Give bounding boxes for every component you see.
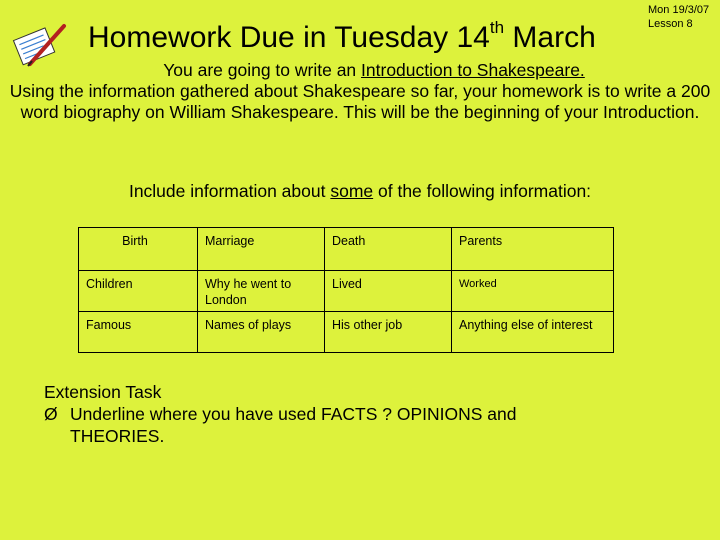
include-instructions: Include information about some of the following information:: [128, 181, 592, 201]
table-row: [79, 271, 614, 312]
table-row: [79, 228, 614, 271]
intro-line: You are going to write an Introduction to Shakespeare.: [163, 60, 585, 80]
table-cell: Parents: [452, 228, 614, 271]
table-cell: Children: [79, 271, 198, 312]
table-cell: His other job: [325, 312, 452, 353]
include-underlined-word: some: [330, 181, 374, 201]
table-cell: Why he went to London: [198, 271, 325, 312]
intro-paragraph: Using the information gathered about Shakespeare so far, your homework is to write a 200 word biography on William Shakespeare. This will be the beginning of your Introduction.: [9, 81, 711, 122]
table-cell: Birth: [79, 228, 198, 271]
table-cell: Lived: [325, 271, 452, 312]
table-cell: Death: [325, 228, 452, 271]
intro-underlined-topic: Introduction to Shakespeare.: [361, 60, 585, 80]
table-cell: Worked: [452, 271, 614, 312]
date-lesson-label: [648, 3, 709, 31]
extension-heading: Extension Task: [44, 382, 162, 402]
table-cell: Famous: [79, 312, 198, 353]
date-text: Mon 19/3/07: [648, 4, 710, 16]
information-table: [78, 227, 614, 353]
table-cell: Anything else of interest: [452, 312, 614, 353]
intro-text: [0, 60, 720, 123]
extension-bullet: [44, 403, 610, 447]
table-row: [79, 312, 614, 353]
table-cell: Marriage: [198, 228, 325, 271]
extension-task: [44, 381, 610, 447]
table-cell: Names of plays: [198, 312, 325, 353]
arrow-bullet-icon: Ø: [44, 404, 58, 424]
page-title: Homework Due in Tuesday 14th March: [88, 18, 596, 54]
lesson-text: Lesson 8: [648, 18, 693, 30]
extension-task-text: Underline where you have used FACTS ? OPINIONS and THEORIES.: [70, 404, 517, 446]
